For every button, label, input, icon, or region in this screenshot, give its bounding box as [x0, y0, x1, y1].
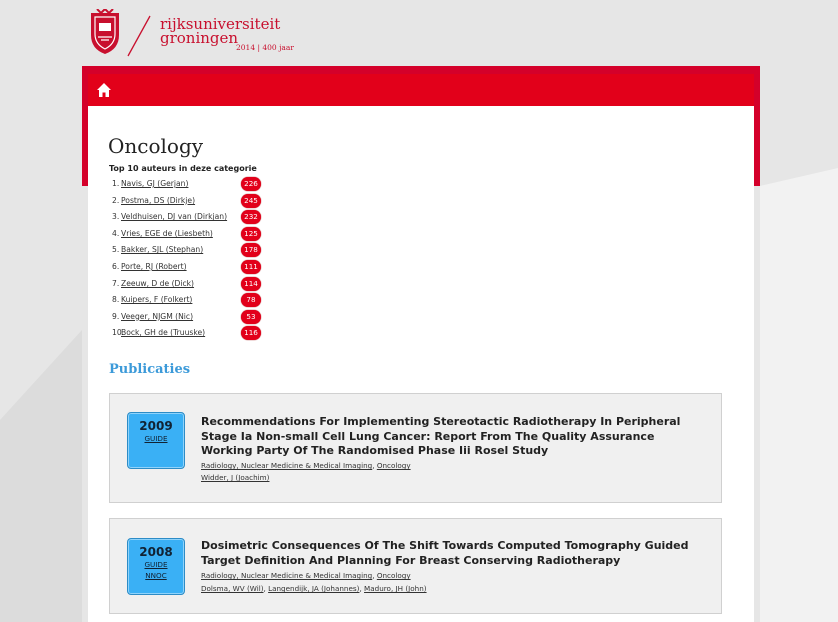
author-row — [109, 176, 349, 193]
author-link[interactable]: Navis, GJ (Gerjan) — [121, 179, 189, 188]
guide-link[interactable]: GUIDE — [144, 560, 168, 569]
logo-tagline: 2014 | 400 jaar — [236, 43, 294, 52]
publication-title: Recommendations For Implementing Stereotactic Radiotherapy In Peripheral Stage Ia Non-small Cell Lung Cancer: Report From The Quality Assurance Working Party Of The Randomised Phase Iii Rosel Study — [201, 415, 681, 457]
publication-categories: Radiology, Nuclear Medicine & Medical Imaging, Oncology — [201, 571, 411, 580]
author-row — [109, 292, 349, 309]
category-link[interactable]: Oncology — [376, 461, 411, 470]
publication-count-badge: 178 — [241, 243, 261, 257]
author-row — [109, 209, 349, 226]
author-rank: 7. — [112, 278, 120, 288]
top-authors-heading: Top 10 auteurs in deze categorie — [109, 164, 257, 173]
year-box — [127, 538, 185, 595]
nav-bar — [88, 74, 754, 106]
author-rank: 6. — [112, 261, 120, 271]
author-rank: 10. — [112, 328, 125, 338]
author-link[interactable]: Porte, RJ (Robert) — [121, 261, 187, 271]
author-link[interactable]: Widder, J (Joachim) — [201, 473, 270, 482]
author-rank: 5. — [112, 245, 120, 255]
author-link[interactable]: Langendijk, JA (Johannes) — [268, 584, 360, 593]
publication-count-badge: 245 — [241, 194, 261, 208]
publication-count-badge: 111 — [241, 260, 261, 274]
guide-link[interactable]: GUIDE — [144, 434, 168, 443]
site-header — [0, 0, 838, 70]
logo-name-line1: rijksuniversiteit — [160, 15, 281, 33]
category-link[interactable]: Radiology, Nuclear Medicine & Medical Imaging — [201, 461, 373, 470]
author-link[interactable]: Veeger, NJGM (Nic) — [121, 311, 194, 321]
publication-authors: Dolsma, WV (Wil), Langendijk, JA (Johannes), Maduro, JH (John) — [201, 584, 427, 593]
category-link[interactable]: Radiology, Nuclear Medicine & Medical Imaging — [201, 571, 373, 580]
university-seal-icon[interactable] — [89, 9, 121, 55]
year-box — [127, 412, 185, 469]
author-rank: 9. — [112, 311, 120, 321]
publication-count-badge: 78 — [241, 293, 261, 307]
publication-year: 2009 — [139, 419, 173, 433]
category-link[interactable]: Oncology — [376, 571, 411, 580]
publication-count-badge: 226 — [241, 177, 261, 191]
home-icon[interactable] — [96, 82, 112, 98]
publication-count-badge: 116 — [241, 326, 261, 340]
main-content — [88, 106, 754, 622]
nnoc-link[interactable]: NNOC — [145, 571, 167, 580]
publication-count-badge: 114 — [241, 277, 261, 291]
publication-count-badge: 232 — [241, 210, 261, 224]
publication-count-badge: 53 — [241, 310, 261, 324]
page-title: Oncology — [108, 134, 204, 158]
author-row — [109, 226, 349, 243]
author-row — [109, 276, 349, 293]
author-row — [109, 259, 349, 276]
author-row — [109, 325, 349, 342]
author-list — [109, 176, 349, 342]
author-link[interactable]: Maduro, JH (John) — [364, 584, 427, 593]
publication-card — [109, 518, 722, 614]
author-link[interactable]: Postma, DS (Dirkje) — [121, 195, 196, 205]
author-rank: 2. — [112, 195, 120, 205]
publication-title: Dosimetric Consequences Of The Shift Towards Computed Tomography Guided Target Definition And Planning For Breast Conserving Radiotherapy — [201, 539, 689, 567]
author-rank: 8. — [112, 295, 120, 305]
author-link[interactable]: Dolsma, WV (Wil) — [201, 584, 264, 593]
logo-name-line2: groningen — [160, 29, 239, 47]
publication-categories: Radiology, Nuclear Medicine & Medical Imaging, Oncology — [201, 461, 411, 470]
logo-divider — [126, 14, 152, 58]
author-link[interactable]: Kuipers, F (Folkert) — [121, 295, 193, 305]
author-link[interactable]: Bock, GH de (Truuske) — [121, 328, 206, 338]
author-link[interactable]: Vries, EGE de (Liesbeth) — [121, 228, 213, 238]
author-rank: 4. — [112, 228, 120, 238]
author-rank: 1. — [112, 179, 120, 188]
publication-authors — [201, 473, 269, 482]
author-rank: 3. — [112, 212, 120, 222]
author-link[interactable]: Bakker, SJL (Stephan) — [121, 245, 204, 255]
publication-count-badge: 125 — [241, 227, 261, 241]
publication-card — [109, 393, 722, 503]
author-row — [109, 193, 349, 210]
publications-heading: Publicaties — [109, 362, 191, 377]
author-row — [109, 242, 349, 259]
author-link[interactable]: Zeeuw, D de (Dick) — [121, 278, 195, 288]
author-link[interactable]: Veldhuisen, DJ van (Dirkjan) — [121, 212, 228, 222]
publication-year: 2008 — [139, 545, 173, 559]
author-row — [109, 309, 349, 326]
